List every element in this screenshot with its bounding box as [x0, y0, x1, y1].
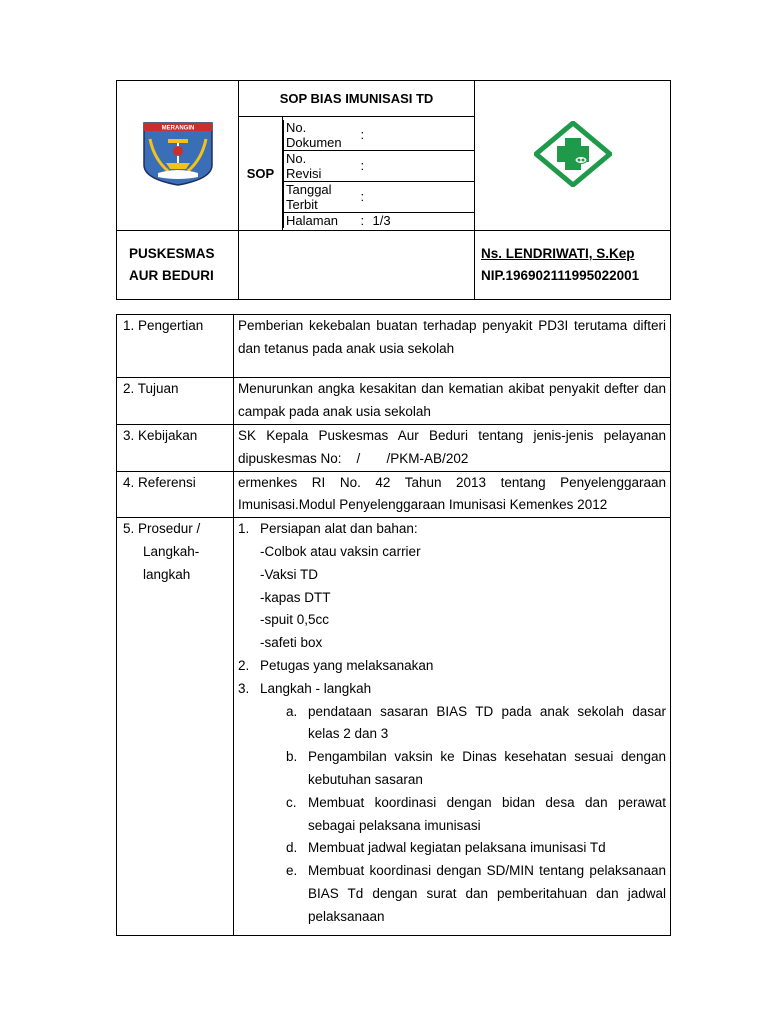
pengertian-label: 1. Pengertian [117, 315, 234, 378]
row-pengertian [117, 315, 671, 378]
puskesmas-logo-icon [534, 121, 612, 187]
document-info-table [283, 120, 474, 228]
substep-item: c. Membuat koordinasi dengan bidan desa dan perawat sebagai pelaksana imunisasi [286, 794, 666, 833]
step-3: 3. Langkah - langkah [238, 680, 372, 696]
material-item: -spuit 0,5cc [260, 612, 330, 628]
info-row-terbit [284, 181, 475, 212]
org-line-1: PUSKESMAS [129, 246, 215, 261]
row-tujuan [117, 378, 671, 425]
info-value [371, 150, 475, 181]
prosedur-content [234, 518, 671, 935]
content-table [116, 314, 671, 936]
substep-item: d. Membuat jadwal kegiatan pelaksana imunisasi Td [286, 840, 606, 856]
info-colon: : [359, 120, 371, 151]
tujuan-label: 2. Tujuan [117, 378, 234, 425]
info-label: No. Revisi [284, 150, 359, 181]
sop-title: SOP BIAS IMUNISASI TD [239, 81, 475, 117]
signer-cell [475, 231, 671, 300]
sop-label: SOP [239, 117, 283, 231]
material-item: -safeti box [260, 635, 323, 651]
signer-nip: NIP.196902111995022001 [481, 268, 640, 283]
substep-item: b. Pengambilan vaksin ke Dinas kesehatan sesuai dengan kebutuhan sasaran [286, 749, 666, 787]
referensi-label: 4. Referensi [117, 471, 234, 518]
document-info-cell [283, 117, 475, 231]
referensi-text: ermenkes RI No. 42 Tahun 2013 tentang Penyelenggaraan Imunisasi.Modul Penyelenggaraan Imunisasi Kemenkes 2012 [234, 471, 671, 518]
row-kebijakan [117, 425, 671, 472]
org-line-2: AUR BEDURI [129, 268, 214, 283]
info-colon: : [360, 212, 365, 228]
tujuan-text: Menurunkan angka kesakitan dan kematian akibat penyakit defter dan campak pada anak usia sekolah [234, 378, 671, 425]
header-table [116, 80, 671, 300]
substep-item: a. pendataan sasaran BIAS TD pada anak sekolah dasar kelas 2 dan 3 [286, 703, 666, 742]
info-row-halaman [284, 212, 475, 228]
regency-logo-cell [117, 81, 239, 231]
info-label: Halaman [284, 212, 359, 228]
kebijakan-text: SK Kepala Puskesmas Aur Beduri tentang jenis-jenis pelayanan dipuskesmas No: / /PKM-AB/202 [234, 425, 671, 472]
step-1: 1. Persiapan alat dan bahan: [238, 521, 418, 537]
info-label: Tanggal Terbit [284, 181, 359, 212]
puskesmas-logo-cell [475, 81, 671, 231]
regency-crest-icon [138, 119, 218, 189]
info-value [371, 181, 475, 212]
material-item: -Vaksi TD [260, 566, 319, 582]
material-item: -Colbok atau vaksin carrier [260, 543, 421, 559]
signer-name: Ns. LENDRIWATI, S.Kep [481, 246, 635, 261]
row-referensi [117, 471, 671, 518]
info-value [371, 120, 475, 151]
info-row-dokumen [284, 120, 475, 151]
empty-middle-cell [239, 231, 475, 300]
info-label: No. Dokumen [284, 120, 359, 151]
kebijakan-label: 3. Kebijakan [117, 425, 234, 472]
substep-item: e. Membuat koordinasi dengan SD/MIN tentang pelaksanaan BIAS Td dengan surat dan pemberitahuan dan jadwal pelaksanaan [286, 863, 666, 924]
pengertian-text: Pemberian kekebalan buatan terhadap penyakit PD3I terutama difteri dan tetanus pada anak usia sekolah [234, 315, 671, 378]
prosedur-label: 5. Prosedur / Langkah- langkah [117, 518, 234, 935]
organization-cell [117, 231, 239, 300]
crest-label: MERANGIN [161, 125, 194, 132]
info-colon: : [359, 181, 371, 212]
info-value: 1/3 [372, 212, 391, 228]
row-prosedur [117, 518, 671, 935]
material-item: -kapas DTT [260, 589, 331, 605]
info-colon: : [359, 150, 371, 181]
step-2: 2. Petugas yang melaksanakan [238, 657, 434, 673]
info-row-revisi [284, 150, 475, 181]
